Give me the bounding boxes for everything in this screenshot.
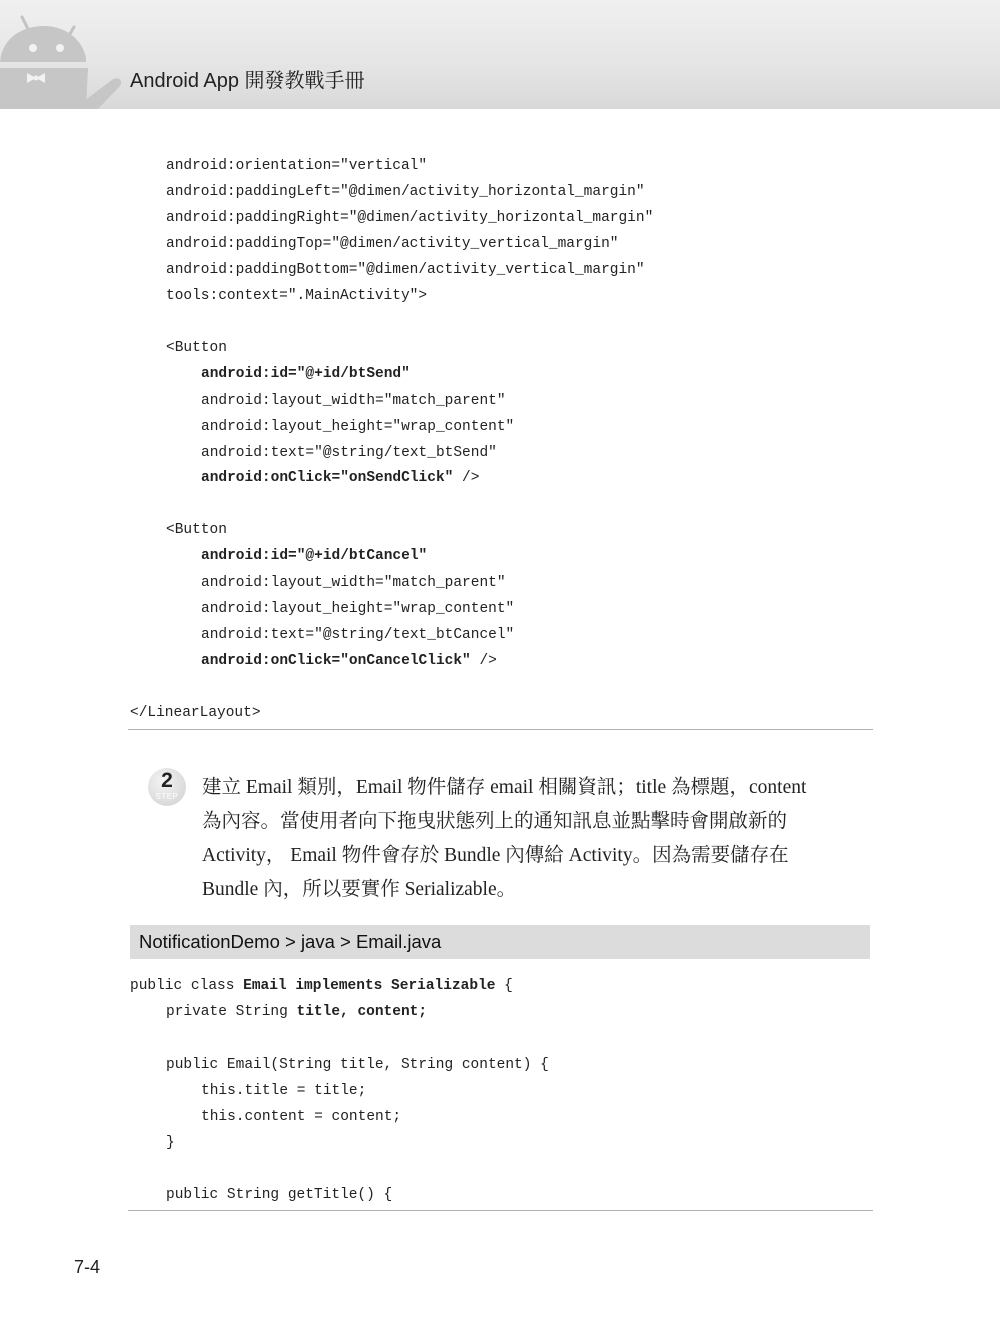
code-bold-text: android:onClick="onSendClick" bbox=[201, 470, 454, 486]
code-bold-text: android:id="@+id/btCancel" bbox=[201, 548, 428, 564]
code-line: this.title = title; bbox=[201, 1083, 367, 1099]
step-badge bbox=[148, 768, 186, 806]
code-line: android:layout_height="wrap_content" bbox=[201, 601, 515, 617]
step-text-line: Activity， Email 物件會存於 Bundle 內傳給 Activity。因為需要儲存在 bbox=[202, 845, 789, 866]
code-line bbox=[201, 648, 497, 674]
code-line bbox=[201, 465, 479, 491]
code-text: public class bbox=[130, 978, 244, 994]
code-line bbox=[166, 999, 427, 1025]
code-bold-text: android:onClick="onCancelClick" bbox=[201, 653, 471, 669]
code-line: </LinearLayout> bbox=[130, 705, 261, 721]
file-path: NotificationDemo > java > Email.java bbox=[139, 931, 442, 952]
code-line: android:paddingRight="@dimen/activity_horizontal_margin" bbox=[166, 210, 654, 226]
code-line: android:paddingTop="@dimen/activity_vertical_margin" bbox=[166, 236, 619, 252]
code-text: { bbox=[495, 978, 513, 994]
code-line: <Button bbox=[166, 522, 227, 538]
code-line: android:layout_height="wrap_content" bbox=[201, 419, 515, 435]
file-path-bar bbox=[130, 925, 870, 959]
code-line: android:text="@string/text_btCancel" bbox=[201, 627, 515, 643]
code-text: /> bbox=[453, 470, 480, 486]
step-text-line: Bundle 內，所以要實作 Serializable。 bbox=[202, 879, 517, 900]
code-text: private String bbox=[166, 1004, 297, 1020]
code-line bbox=[201, 543, 427, 569]
step-text-line: 建立 Email 類別，Email 物件儲存 email 相關資訊；title 為標題，content bbox=[202, 777, 807, 798]
divider bbox=[128, 729, 873, 730]
divider bbox=[128, 1210, 873, 1211]
code-line: public String getTitle() { bbox=[166, 1187, 393, 1203]
page-header bbox=[0, 0, 1000, 109]
code-line bbox=[130, 973, 513, 999]
code-text: /> bbox=[470, 653, 497, 669]
code-line: this.content = content; bbox=[201, 1109, 402, 1125]
code-line: android:layout_width="match_parent" bbox=[201, 575, 506, 591]
code-line: <Button bbox=[166, 340, 227, 356]
code-line: android:layout_width="match_parent" bbox=[201, 393, 506, 409]
code-line bbox=[201, 361, 410, 387]
code-line: android:paddingBottom="@dimen/activity_vertical_margin" bbox=[166, 262, 645, 278]
step-number: 2 bbox=[161, 769, 173, 792]
step-text-line: 為內容。當使用者向下拖曳狀態列上的通知訊息並點擊時會開啟新的 bbox=[202, 811, 788, 832]
code-line: public Email(String title, String content) { bbox=[166, 1057, 549, 1073]
code-bold-text: Email implements Serializable bbox=[243, 978, 496, 994]
code-bold-text: title, content; bbox=[296, 1004, 428, 1020]
page-number: 7-4 bbox=[74, 1257, 101, 1277]
code-line: android:text="@string/text_btSend" bbox=[201, 445, 497, 461]
step-label: STEP bbox=[155, 792, 179, 801]
code-line: } bbox=[166, 1135, 175, 1151]
android-robot-icon bbox=[0, 0, 130, 109]
code-line: android:paddingLeft="@dimen/activity_horizontal_margin" bbox=[166, 184, 645, 200]
code-line: tools:context=".MainActivity"> bbox=[166, 288, 428, 304]
book-title: Android App 開發教戰手冊 bbox=[130, 70, 365, 92]
code-line: android:orientation="vertical" bbox=[166, 158, 428, 174]
code-bold-text: android:id="@+id/btSend" bbox=[201, 366, 410, 382]
